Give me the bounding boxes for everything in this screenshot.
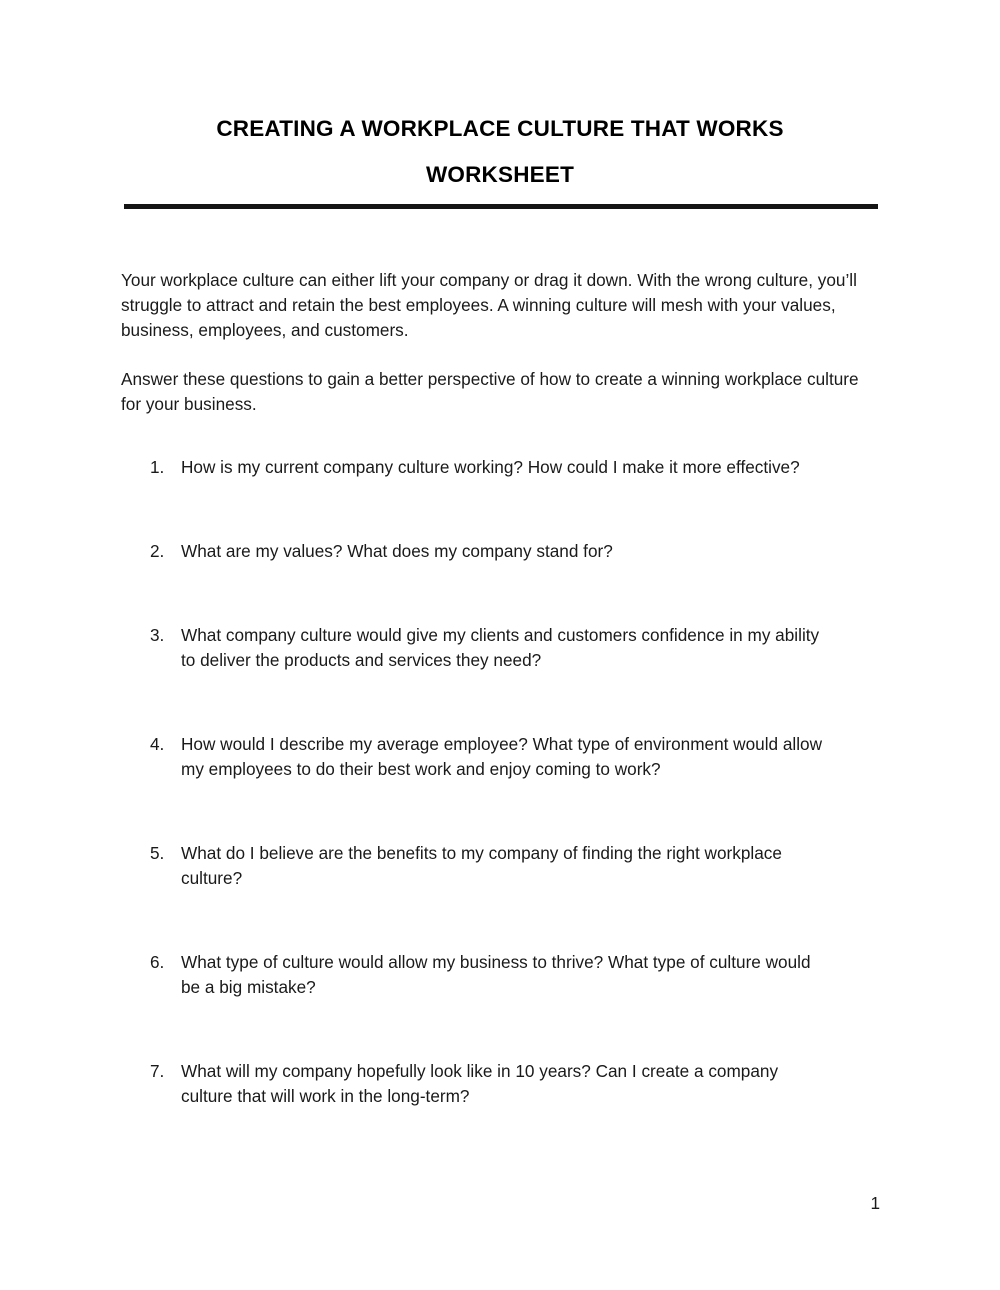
question-text-continuation: culture that will work in the long-term? — [181, 1086, 470, 1106]
question-text: What are my values? What does my company stand for? — [181, 541, 613, 561]
question-number: 7. — [150, 1061, 165, 1081]
question-text: What type of culture would allow my business to thrive? What type of culture would — [181, 952, 811, 972]
question-number: 2. — [150, 541, 165, 561]
document-title-line-2: WORKSHEET — [425, 162, 575, 187]
question-item — [150, 623, 880, 673]
question-item — [150, 732, 880, 782]
question-text: What will my company hopefully look like in 10 years? Can I create a company — [181, 1061, 779, 1081]
document-title-block — [0, 106, 1000, 198]
question-number: 1. — [150, 457, 165, 477]
intro-section — [121, 268, 879, 417]
question-text: How would I describe my average employee? What type of environment would allow — [181, 734, 823, 754]
question-item — [150, 539, 880, 564]
question-text-continuation: be a big mistake? — [181, 977, 316, 997]
question-text-continuation: my employees to do their best work and enjoy coming to work? — [181, 759, 661, 779]
question-text-continuation: to deliver the products and services they need? — [181, 650, 542, 670]
question-item — [150, 455, 880, 480]
intro-paragraph-1: Your workplace culture can either lift your company or drag it down. With the wrong culture, you’ll struggle to attract and retain the best employees. A winning culture will mesh with your values, business, employees, and customers. — [121, 270, 857, 340]
question-number: 4. — [150, 734, 165, 754]
question-number: 5. — [150, 843, 165, 863]
question-item — [150, 950, 880, 1000]
page-number: 1 — [870, 1193, 880, 1213]
question-item — [150, 841, 880, 891]
header-divider-rule — [124, 204, 878, 209]
question-text-continuation: culture? — [181, 868, 243, 888]
question-number: 3. — [150, 625, 165, 645]
question-text: How is my current company culture working? How could I make it more effective? — [181, 457, 800, 477]
question-text: What company culture would give my clients and customers confidence in my ability — [181, 625, 820, 645]
document-title-line-1: CREATING A WORKPLACE CULTURE THAT WORKS — [216, 116, 784, 141]
question-text: What do I believe are the benefits to my company of finding the right workplace — [181, 843, 782, 863]
intro-paragraph-2: Answer these questions to gain a better perspective of how to create a winning workplace culture for your business. — [121, 369, 859, 414]
question-item — [150, 1059, 880, 1109]
question-number: 6. — [150, 952, 165, 972]
question-list — [150, 455, 880, 1109]
